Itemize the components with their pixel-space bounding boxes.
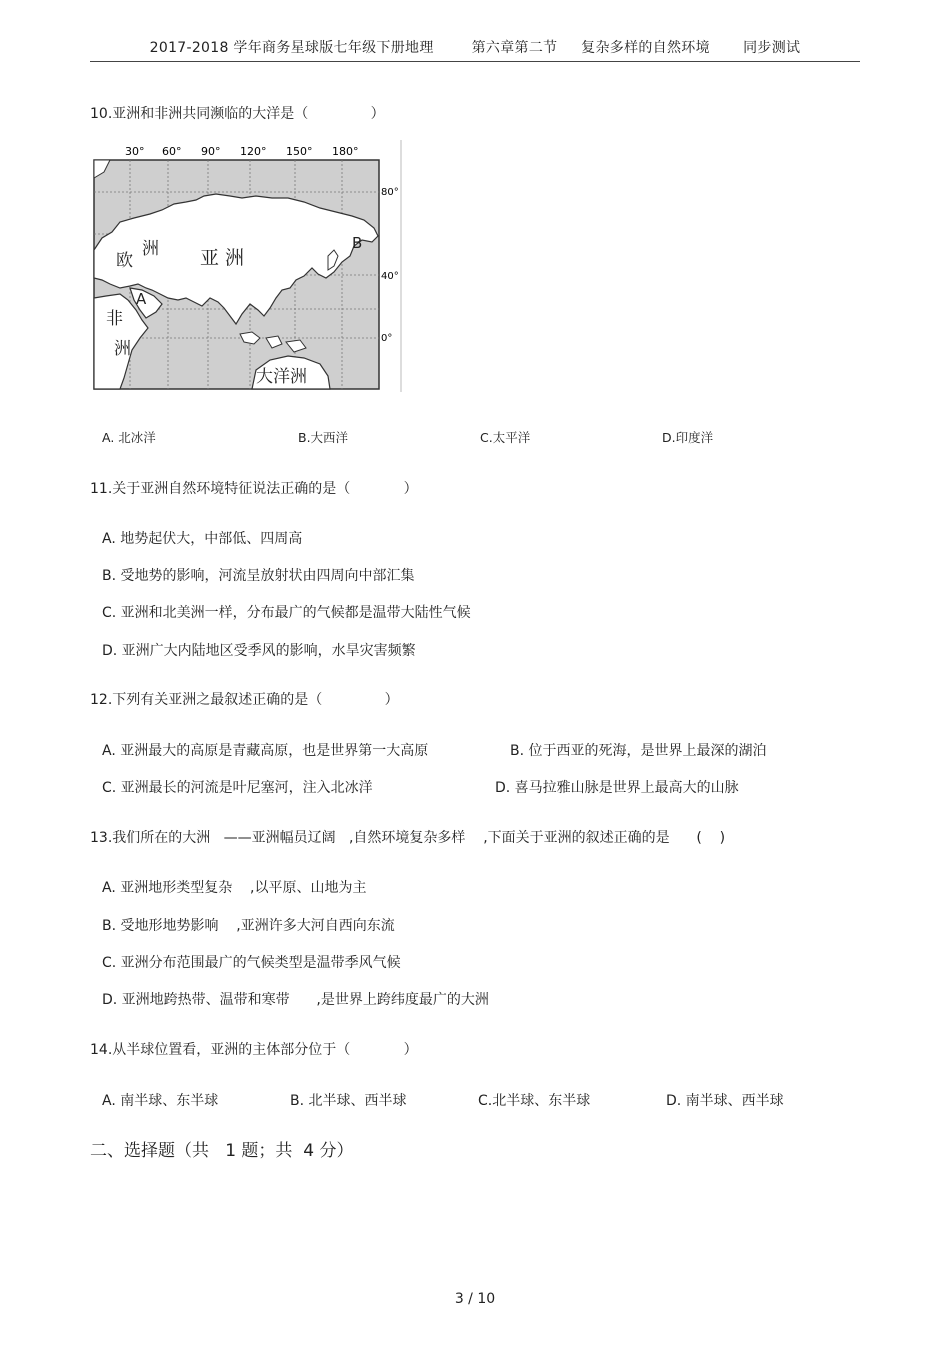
- question-14-stem: 14.从半球位置看，亚洲的主体部分位于（ ）: [90, 1042, 418, 1058]
- section-2-heading: 二、选择题（共 1 题；共 4 分）: [90, 1141, 354, 1161]
- question-10-option-d: D.印度洋: [662, 430, 714, 445]
- lat-label: 40°: [381, 271, 399, 282]
- question-10-option-b: B.大西洋: [298, 430, 349, 445]
- question-12-option-a: A. 亚洲最大的高原是青藏高原，也是世界第一大高原: [102, 743, 429, 759]
- lon-label: 120°: [240, 145, 267, 158]
- question-12-option-c: C. 亚洲最长的河流是叶尼塞河，注入北冰洋: [102, 780, 373, 796]
- question-11-option-c: C. 亚洲和北美洲一样，分布最广的气候都是温带大陆性气候: [102, 605, 471, 621]
- question-14-option-a: A. 南半球、东半球: [102, 1093, 219, 1109]
- lon-label: 180°: [332, 145, 359, 158]
- asia-map: [90, 138, 405, 394]
- lon-label: 30°: [125, 145, 145, 158]
- lat-label: 80°: [381, 187, 399, 198]
- question-14-option-b: B. 北半球、西半球: [290, 1093, 407, 1109]
- question-10-option-c: C.太平洋: [480, 430, 531, 445]
- label-asia: 亚 洲: [200, 247, 245, 269]
- question-13-option-a: A. 亚洲地形类型复杂 ,以平原、山地为主: [102, 880, 367, 896]
- question-12-stem: 12.下列有关亚洲之最叙述正确的是（ ）: [90, 692, 399, 708]
- label-africa-2: 洲: [114, 339, 131, 359]
- label-point-b: B: [352, 234, 363, 252]
- label-africa-1: 非: [106, 309, 123, 329]
- question-13-stem: 13.我们所在的大洲 ——亚洲幅员辽阔 ,自然环境复杂多样 ,下面关于亚洲的叙述正确的是 ( ): [90, 830, 726, 846]
- label-point-a: A: [136, 290, 147, 308]
- header-divider: [90, 61, 860, 62]
- question-12-option-d: D. 喜马拉雅山脉是世界上最高大的山脉: [495, 780, 739, 796]
- question-12-option-b: B. 位于西亚的死海，是世界上最深的湖泊: [510, 743, 767, 759]
- question-14-option-d: D. 南半球、西半球: [666, 1093, 784, 1109]
- question-10-option-a: A. 北冰洋: [102, 430, 156, 445]
- lon-label: 150°: [286, 145, 313, 158]
- question-10-stem: 10.亚洲和非洲共同濒临的大洋是（ ）: [90, 106, 385, 122]
- question-11-stem: 11.关于亚洲自然环境特征说法正确的是（ ）: [90, 481, 418, 497]
- lat-label: 0°: [381, 333, 393, 344]
- question-11-option-b: B. 受地势的影响，河流呈放射状由四周向中部汇集: [102, 568, 415, 584]
- label-europe-1: 欧: [116, 251, 133, 271]
- question-13-option-d: D. 亚洲地跨热带、温带和寒带 ,是世界上跨纬度最广的大洲: [102, 992, 489, 1008]
- page-header: 2017-2018 学年商务星球版七年级下册地理 第六章第二节 复杂多样的自然环境 同步测试: [149, 40, 801, 56]
- page-number: 3 / 10: [454, 1291, 496, 1307]
- lon-label: 60°: [162, 145, 182, 158]
- question-13-option-c: C. 亚洲分布范围最广的气候类型是温带季风气候: [102, 955, 401, 971]
- lon-label: 90°: [201, 145, 221, 158]
- question-14-option-c: C.北半球、东半球: [478, 1093, 591, 1109]
- label-oceania: 大洋洲: [256, 367, 307, 387]
- question-11-option-a: A. 地势起伏大，中部低、四周高: [102, 531, 303, 547]
- question-13-option-b: B. 受地形地势影响 ,亚洲许多大河自西向东流: [102, 918, 395, 934]
- question-11-option-d: D. 亚洲广大内陆地区受季风的影响，水旱灾害频繁: [102, 643, 416, 659]
- label-europe-2: 洲: [142, 239, 159, 259]
